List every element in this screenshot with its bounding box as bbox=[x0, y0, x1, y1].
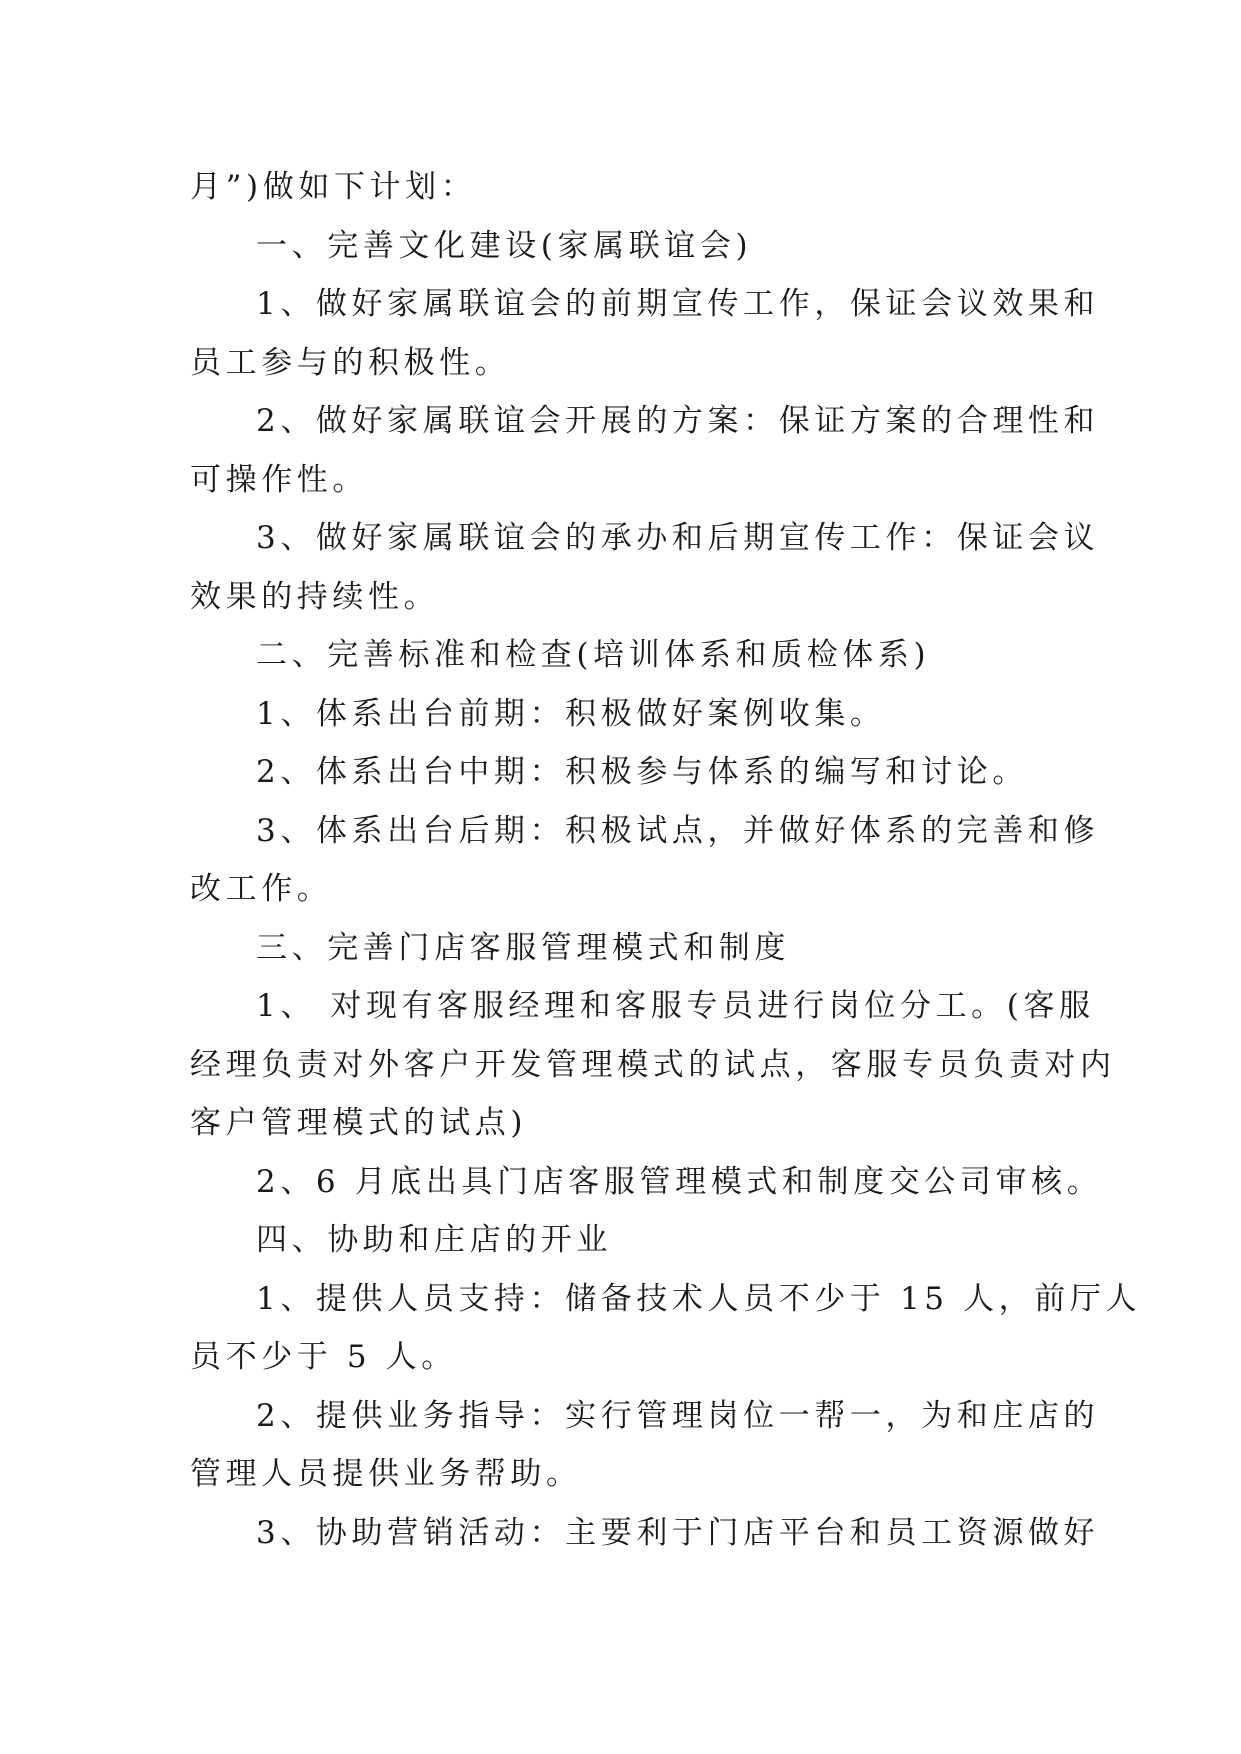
text-line: 3、协助营销活动：主要利于门店平台和员工资源做好 bbox=[256, 1514, 1100, 1551]
section-heading: 三、完善门店客服管理模式和制度 bbox=[256, 929, 790, 966]
text-line: 1、做好家属联谊会的前期宣传工作，保证会议效果和 bbox=[256, 286, 1100, 322]
text-line: 客户管理模式的试点) bbox=[190, 1105, 528, 1141]
text-line: 3、体系出台后期：积极试点，并做好体系的完善和修 bbox=[256, 812, 1100, 849]
text-line: 2、提供业务指导：实行管理岗位一帮一，为和庄店的 bbox=[256, 1397, 1100, 1434]
text-line: 3、做好家属联谊会的承办和后期宣传工作：保证会议 bbox=[256, 520, 1100, 556]
section-heading: 二、完善标准和检查(培训体系和质检体系) bbox=[256, 637, 931, 673]
text-line: 效果的持续性。 bbox=[190, 578, 440, 615]
document-body bbox=[190, 158, 1142, 1562]
text-line: 2、6 月底出具门店客服管理模式和制度交公司审核。 bbox=[256, 1163, 1103, 1200]
text-line: 改工作。 bbox=[190, 871, 333, 907]
text-line: 1、 对现有客服经理和客服专员进行岗位分工。(客服 bbox=[256, 988, 1095, 1024]
section-heading: 一、完善文化建设(家属联谊会) bbox=[256, 227, 753, 264]
text-line: 员不少于 5 人。 bbox=[190, 1339, 457, 1375]
text-line: 月”)做如下计划： bbox=[190, 169, 477, 205]
text-line: 管理人员提供业务帮助。 bbox=[190, 1456, 582, 1492]
text-line: 员工参与的积极性。 bbox=[190, 344, 511, 381]
section-heading: 四、协助和庄店的开业 bbox=[256, 1222, 612, 1258]
text-line: 1、提供人员支持：储备技术人员不少于 15 人，前厅人 bbox=[256, 1280, 1142, 1317]
text-line: 2、体系出台中期：积极参与体系的编写和讨论。 bbox=[256, 754, 1028, 790]
text-line: 经理负责对外客户开发管理模式的试点，客服专员负责对内 bbox=[190, 1046, 1116, 1083]
text-line: 可操作性。 bbox=[190, 461, 368, 498]
text-line: 2、做好家属联谊会开展的方案：保证方案的合理性和 bbox=[256, 403, 1100, 439]
text-line: 1、体系出台前期：积极做好案例收集。 bbox=[256, 695, 886, 732]
